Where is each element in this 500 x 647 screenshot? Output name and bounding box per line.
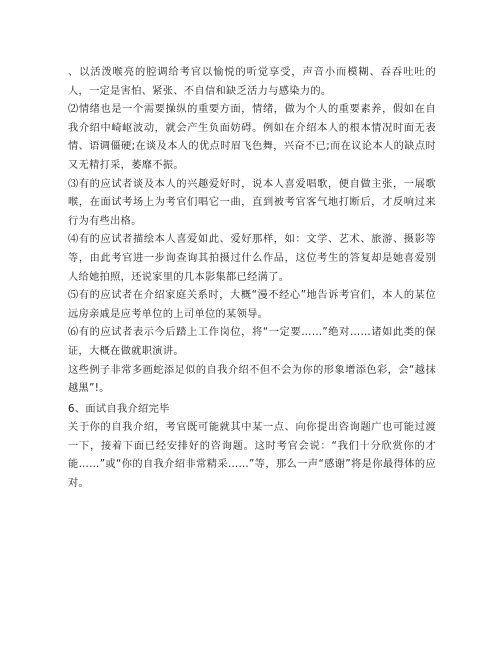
paragraph-closing: 关于你的自我介绍，考官既可能就其中某一点、向你提出咨询题广也可能过渡一下，接着下面已经安排好的咨询题。这时考官会说：“我们十分欣赏你的才能……”或“你的自我介绍非常精采……”等，那么一声“感谢”将是你最得体的应对。 [68,422,436,490]
paragraph-emotion: ⑵情绪也是一个需要操纵的重要方面，情绪，做为个人的重要素养，假如在自我介绍中崎岖波动，就会产生负面妨碍。例如在介绍本人的根本情况时面无表情、语调僵硬;在谈及本人的优点时眉飞色舞，兴奋不已;而在议论本人的缺点时又无精打采，萎靡不振。 [68,104,436,171]
document-page [68,64,436,494]
section-heading: 6、面试自我介绍完毕 [68,403,170,415]
paragraph-voice: 、以活泼喉亮的腔调给考官以愉悦的听觉享受，声音小而模糊、吞吞吐吐的人，一定是害怕、紧张、不自信和缺乏活力与感染力的。 [68,67,436,97]
paragraph-hobby-singing: ⑶有的应试者谈及本人的兴趣爱好时，说本人喜爱唱歌，便自做主张，一展歌喉，在面试考场上为考官们唱它一曲，直到被考官客气地打断后，才反响过来行为有些出格。 [68,178,436,227]
paragraph-family-relations: ⑸有的应试者在介绍家庭关系时，大概“漫不经心”地告诉考官们，本人的某位远房亲戚是应考单位的上司单位的某领导。 [68,290,436,320]
paragraph-future-promise: ⑹有的应试者表示今后踏上工作岗位，将“一定要……”绝对……诸如此类的保证，大概在做就职演讲。 [68,327,436,357]
paragraph-hobby-photography: ⑷有的应试者描绘本人喜爱如此、爱好那样，如：文学、艺术、旅游、摄影等等，由此考官进一步询查询其拍摄过什么作品，这位考生的答复却是她喜爱别人给她拍照，还说家里的几本影集都已经满了。 [68,234,436,283]
paragraph-summary: 这些例子非常多画蛇添足似的自我介绍不但不会为你的形象增添色彩，会“越抹越黑”!。 [68,364,436,395]
